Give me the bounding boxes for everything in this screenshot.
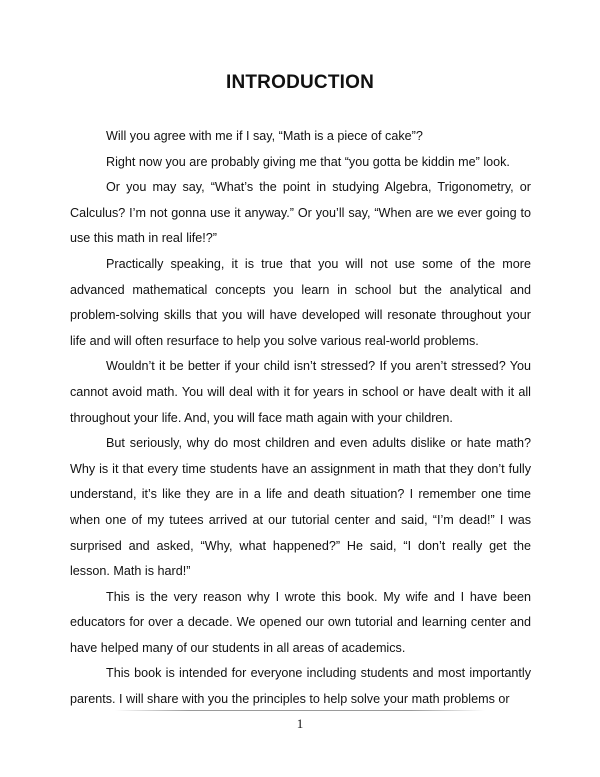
page-number: 1 [296,716,304,731]
paragraph-5: Wouldn’t it be better if your child isn’t stressed? If you aren’t stressed? You cannot avoid math. You will deal with it for years in school or have dealt with it all throughout your life. And, you will face math again with your children. [70,359,531,425]
paragraph-8: This book is intended for everyone including students and most importantly parents. I will share with you the principles to help solve your math problems or [70,666,531,707]
footer-divider [115,710,485,711]
paragraph-3: Or you may say, “What’s the point in studying Algebra, Trigonometry, or Calculus? I’m not gonna use it anyway.” Or you’ll say, “When are we ever going to use this math in real life!?” [70,180,531,246]
paragraph-7: This is the very reason why I wrote this book. My wife and I have been educators for over a decade. We opened our own tutorial and learning center and have helped many of our students in all areas of academics. [70,589,531,655]
body-text [70,124,531,713]
paragraph-1: Will you agree with me if I say, “Math is a piece of cake”? [106,129,423,143]
page-title: INTRODUCTION [225,72,375,93]
paragraph-4: Practically speaking, it is true that you will not use some of the more advanced mathematical concepts you learn in school but the analytical and problem-solving skills that you will have developed will resonate throughout your life and will often resurface to help you solve various real-world problems. [70,256,531,348]
paragraph-6: But seriously, why do most children and even adults dislike or hate math? Why is it that every time students have an assignment in math that they don’t fully understand, it’s like they are in a life and death situation? I remember one time when one of my tutees arrived at our tutorial center and said, “I’m dead!” I was surprised and asked, “Why, what happened?” He said, “I don’t really get the lesson. Math is hard!” [70,436,531,579]
paragraph-2: Right now you are probably giving me that “you gotta be kiddin me” look. [106,154,510,169]
